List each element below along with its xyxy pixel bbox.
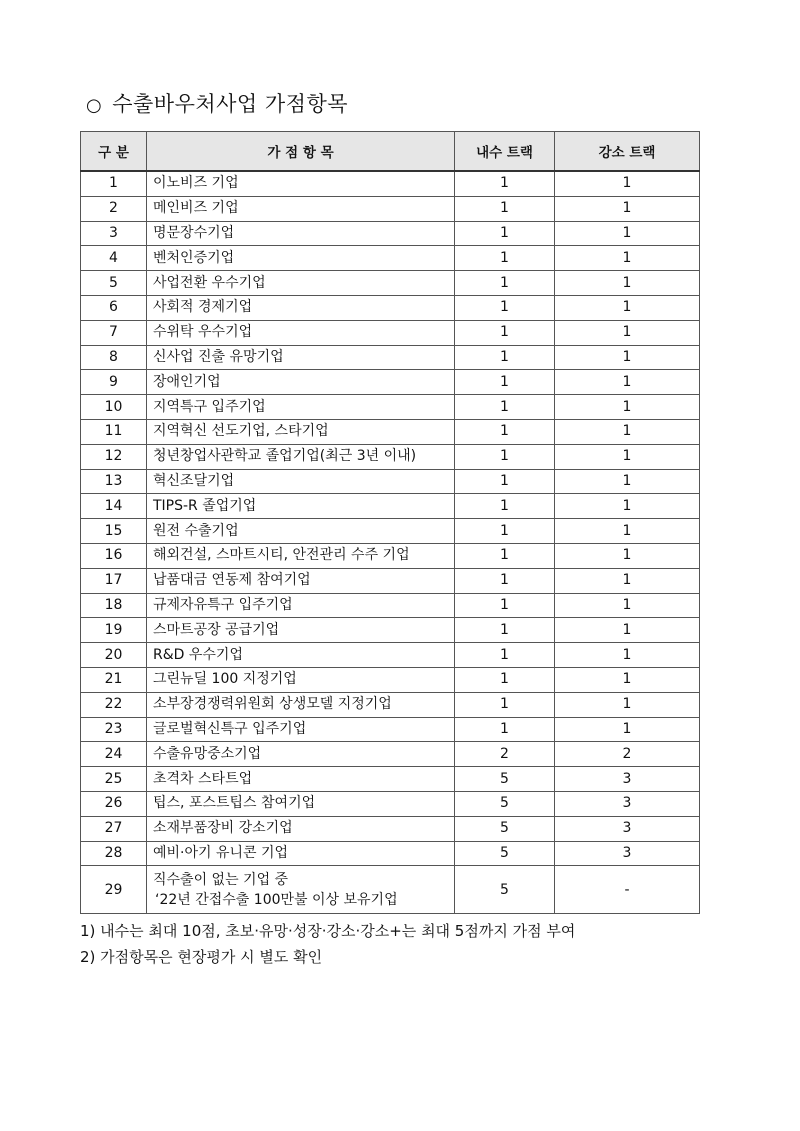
row-number: 17 [81,568,147,593]
row-number: 12 [81,444,147,469]
row-domestic-score: 1 [455,419,555,444]
table-row [81,295,700,320]
row-strong-score: 1 [555,618,700,643]
row-domestic-score: 5 [455,767,555,792]
row-strong-score: 1 [555,692,700,717]
row-strong-score: 1 [555,519,700,544]
row-number: 14 [81,494,147,519]
row-number: 2 [81,196,147,221]
row-domestic-score: 1 [455,667,555,692]
row-strong-score: 1 [555,494,700,519]
row-domestic-score: 1 [455,320,555,345]
row-number: 22 [81,692,147,717]
table-row [81,816,700,841]
row-number: 26 [81,791,147,816]
row-number: 8 [81,345,147,370]
row-number: 24 [81,742,147,767]
row-domestic-score: 1 [455,196,555,221]
row-strong-score: 1 [555,717,700,742]
row-domestic-score: 1 [455,395,555,420]
row-item: 팁스, 포스트팁스 참여기업 [147,791,455,816]
row-number: 3 [81,221,147,246]
table-row [81,692,700,717]
row-number: 5 [81,271,147,296]
table-row [81,543,700,568]
row-item: TIPS-R 졸업기업 [147,494,455,519]
row-number: 29 [81,866,147,914]
row-number: 6 [81,295,147,320]
row-strong-score: 3 [555,791,700,816]
row-item: 사회적 경제기업 [147,295,455,320]
table-row [81,717,700,742]
table-row [81,469,700,494]
row-item: 글로벌혁신특구 입주기업 [147,717,455,742]
row-item-line-2: ‘22년 간접수출 100만불 이상 보유기업 [155,891,398,908]
row-item: 납품대금 연동제 참여기업 [147,568,455,593]
row-item: 그린뉴딜 100 지정기업 [147,667,455,692]
row-domestic-score: 1 [455,692,555,717]
row-item: R&D 우수기업 [147,643,455,668]
row-domestic-score: 1 [455,568,555,593]
row-domestic-score: 1 [455,717,555,742]
row-item: 원전 수출기업 [147,519,455,544]
row-item: 초격차 스타트업 [147,767,455,792]
row-strong-score: 1 [555,593,700,618]
bonus-items-table [80,131,700,914]
row-strong-score: 1 [555,469,700,494]
row-item: 이노비즈 기업 [147,171,455,196]
row-item: 해외건설, 스마트시티, 안전관리 수주 기업 [147,543,455,568]
row-item: 메인비즈 기업 [147,196,455,221]
row-domestic-score: 1 [455,246,555,271]
row-domestic-score: 1 [455,444,555,469]
row-domestic-score: 1 [455,295,555,320]
row-strong-score: 1 [555,345,700,370]
row-item: 청년창업사관학교 졸업기업(최근 3년 이내) [147,444,455,469]
row-strong-score: 1 [555,395,700,420]
table-row [81,320,700,345]
table-row [81,494,700,519]
table-row [81,841,700,866]
row-domestic-score: 5 [455,816,555,841]
row-item [147,866,455,914]
row-strong-score: 1 [555,543,700,568]
table-row [81,370,700,395]
row-number: 18 [81,593,147,618]
row-strong-score: 3 [555,841,700,866]
row-domestic-score: 1 [455,469,555,494]
row-number: 19 [81,618,147,643]
row-number: 16 [81,543,147,568]
table-row [81,519,700,544]
row-strong-score: 1 [555,221,700,246]
row-domestic-score: 2 [455,742,555,767]
row-strong-score: 3 [555,816,700,841]
row-item: 소부장경쟁력위원회 상생모델 지정기업 [147,692,455,717]
row-item: 장애인기업 [147,370,455,395]
row-domestic-score: 1 [455,494,555,519]
row-item: 지역특구 입주기업 [147,395,455,420]
row-number: 9 [81,370,147,395]
row-strong-score: 1 [555,196,700,221]
row-strong-score: 1 [555,444,700,469]
table-row [81,667,700,692]
page-title [86,88,348,118]
row-strong-score: 1 [555,246,700,271]
table-row [81,246,700,271]
table-row [81,419,700,444]
row-domestic-score: 1 [455,543,555,568]
row-number: 13 [81,469,147,494]
row-number: 10 [81,395,147,420]
row-number: 20 [81,643,147,668]
title-bullet: ○ [86,95,103,116]
table-row [81,568,700,593]
table-row [81,791,700,816]
footnote-2: 2) 가점항목은 현장평가 시 별도 확인 [80,948,323,966]
header-category: 구 분 [81,132,147,172]
table-row [81,593,700,618]
header-strong-track: 강소 트랙 [555,132,700,172]
row-domestic-score: 1 [455,345,555,370]
footnote-1: 1) 내수는 최대 10점, 초보·유망·성장·강소·강소+는 최대 5점까지 가점 부여 [80,922,576,940]
header-domestic-track: 내수 트랙 [455,132,555,172]
table-row [81,618,700,643]
row-strong-score: 2 [555,742,700,767]
row-number: 27 [81,816,147,841]
row-item: 스마트공장 공급기업 [147,618,455,643]
header-bonus-item: 가 점 항 목 [147,132,455,172]
row-strong-score: - [555,866,700,914]
row-domestic-score: 1 [455,271,555,296]
row-domestic-score: 1 [455,593,555,618]
row-number: 1 [81,171,147,196]
row-number: 11 [81,419,147,444]
row-number: 4 [81,246,147,271]
row-domestic-score: 1 [455,643,555,668]
row-item: 소재부품장비 강소기업 [147,816,455,841]
row-strong-score: 1 [555,643,700,668]
row-number: 25 [81,767,147,792]
table-row [81,643,700,668]
row-domestic-score: 1 [455,618,555,643]
table-body [81,171,700,914]
row-item: 명문장수기업 [147,221,455,246]
row-domestic-score: 5 [455,841,555,866]
table-row [81,395,700,420]
row-item: 규제자유특구 입주기업 [147,593,455,618]
row-item: 지역혁신 선도기업, 스타기업 [147,419,455,444]
row-domestic-score: 5 [455,791,555,816]
row-domestic-score: 1 [455,519,555,544]
row-item: 수출유망중소기업 [147,742,455,767]
row-number: 21 [81,667,147,692]
row-item: 벤처인증기업 [147,246,455,271]
row-strong-score: 1 [555,568,700,593]
row-strong-score: 1 [555,419,700,444]
table-row [81,444,700,469]
table-row [81,345,700,370]
row-strong-score: 1 [555,171,700,196]
row-number: 7 [81,320,147,345]
row-item: 신사업 진출 유망기업 [147,345,455,370]
row-strong-score: 1 [555,320,700,345]
table-header-row [81,132,700,172]
row-number: 15 [81,519,147,544]
table-row [81,742,700,767]
table-row [81,767,700,792]
row-domestic-score: 1 [455,370,555,395]
row-strong-score: 1 [555,271,700,296]
row-strong-score: 1 [555,667,700,692]
table-row [81,171,700,196]
row-number: 23 [81,717,147,742]
row-strong-score: 3 [555,767,700,792]
row-item-line-1: 직수출이 없는 기업 중 [153,871,289,888]
table-row [81,866,700,914]
row-strong-score: 1 [555,295,700,320]
row-domestic-score: 5 [455,866,555,914]
row-item: 수위탁 우수기업 [147,320,455,345]
footnotes [80,918,575,970]
row-item: 예비·아기 유니콘 기업 [147,841,455,866]
row-domestic-score: 1 [455,221,555,246]
table-row [81,221,700,246]
table-row [81,271,700,296]
row-item: 혁신조달기업 [147,469,455,494]
row-number: 28 [81,841,147,866]
row-item: 사업전환 우수기업 [147,271,455,296]
title-text: 수출바우처사업 가점항목 [112,92,349,116]
row-domestic-score: 1 [455,171,555,196]
table-row [81,196,700,221]
row-strong-score: 1 [555,370,700,395]
